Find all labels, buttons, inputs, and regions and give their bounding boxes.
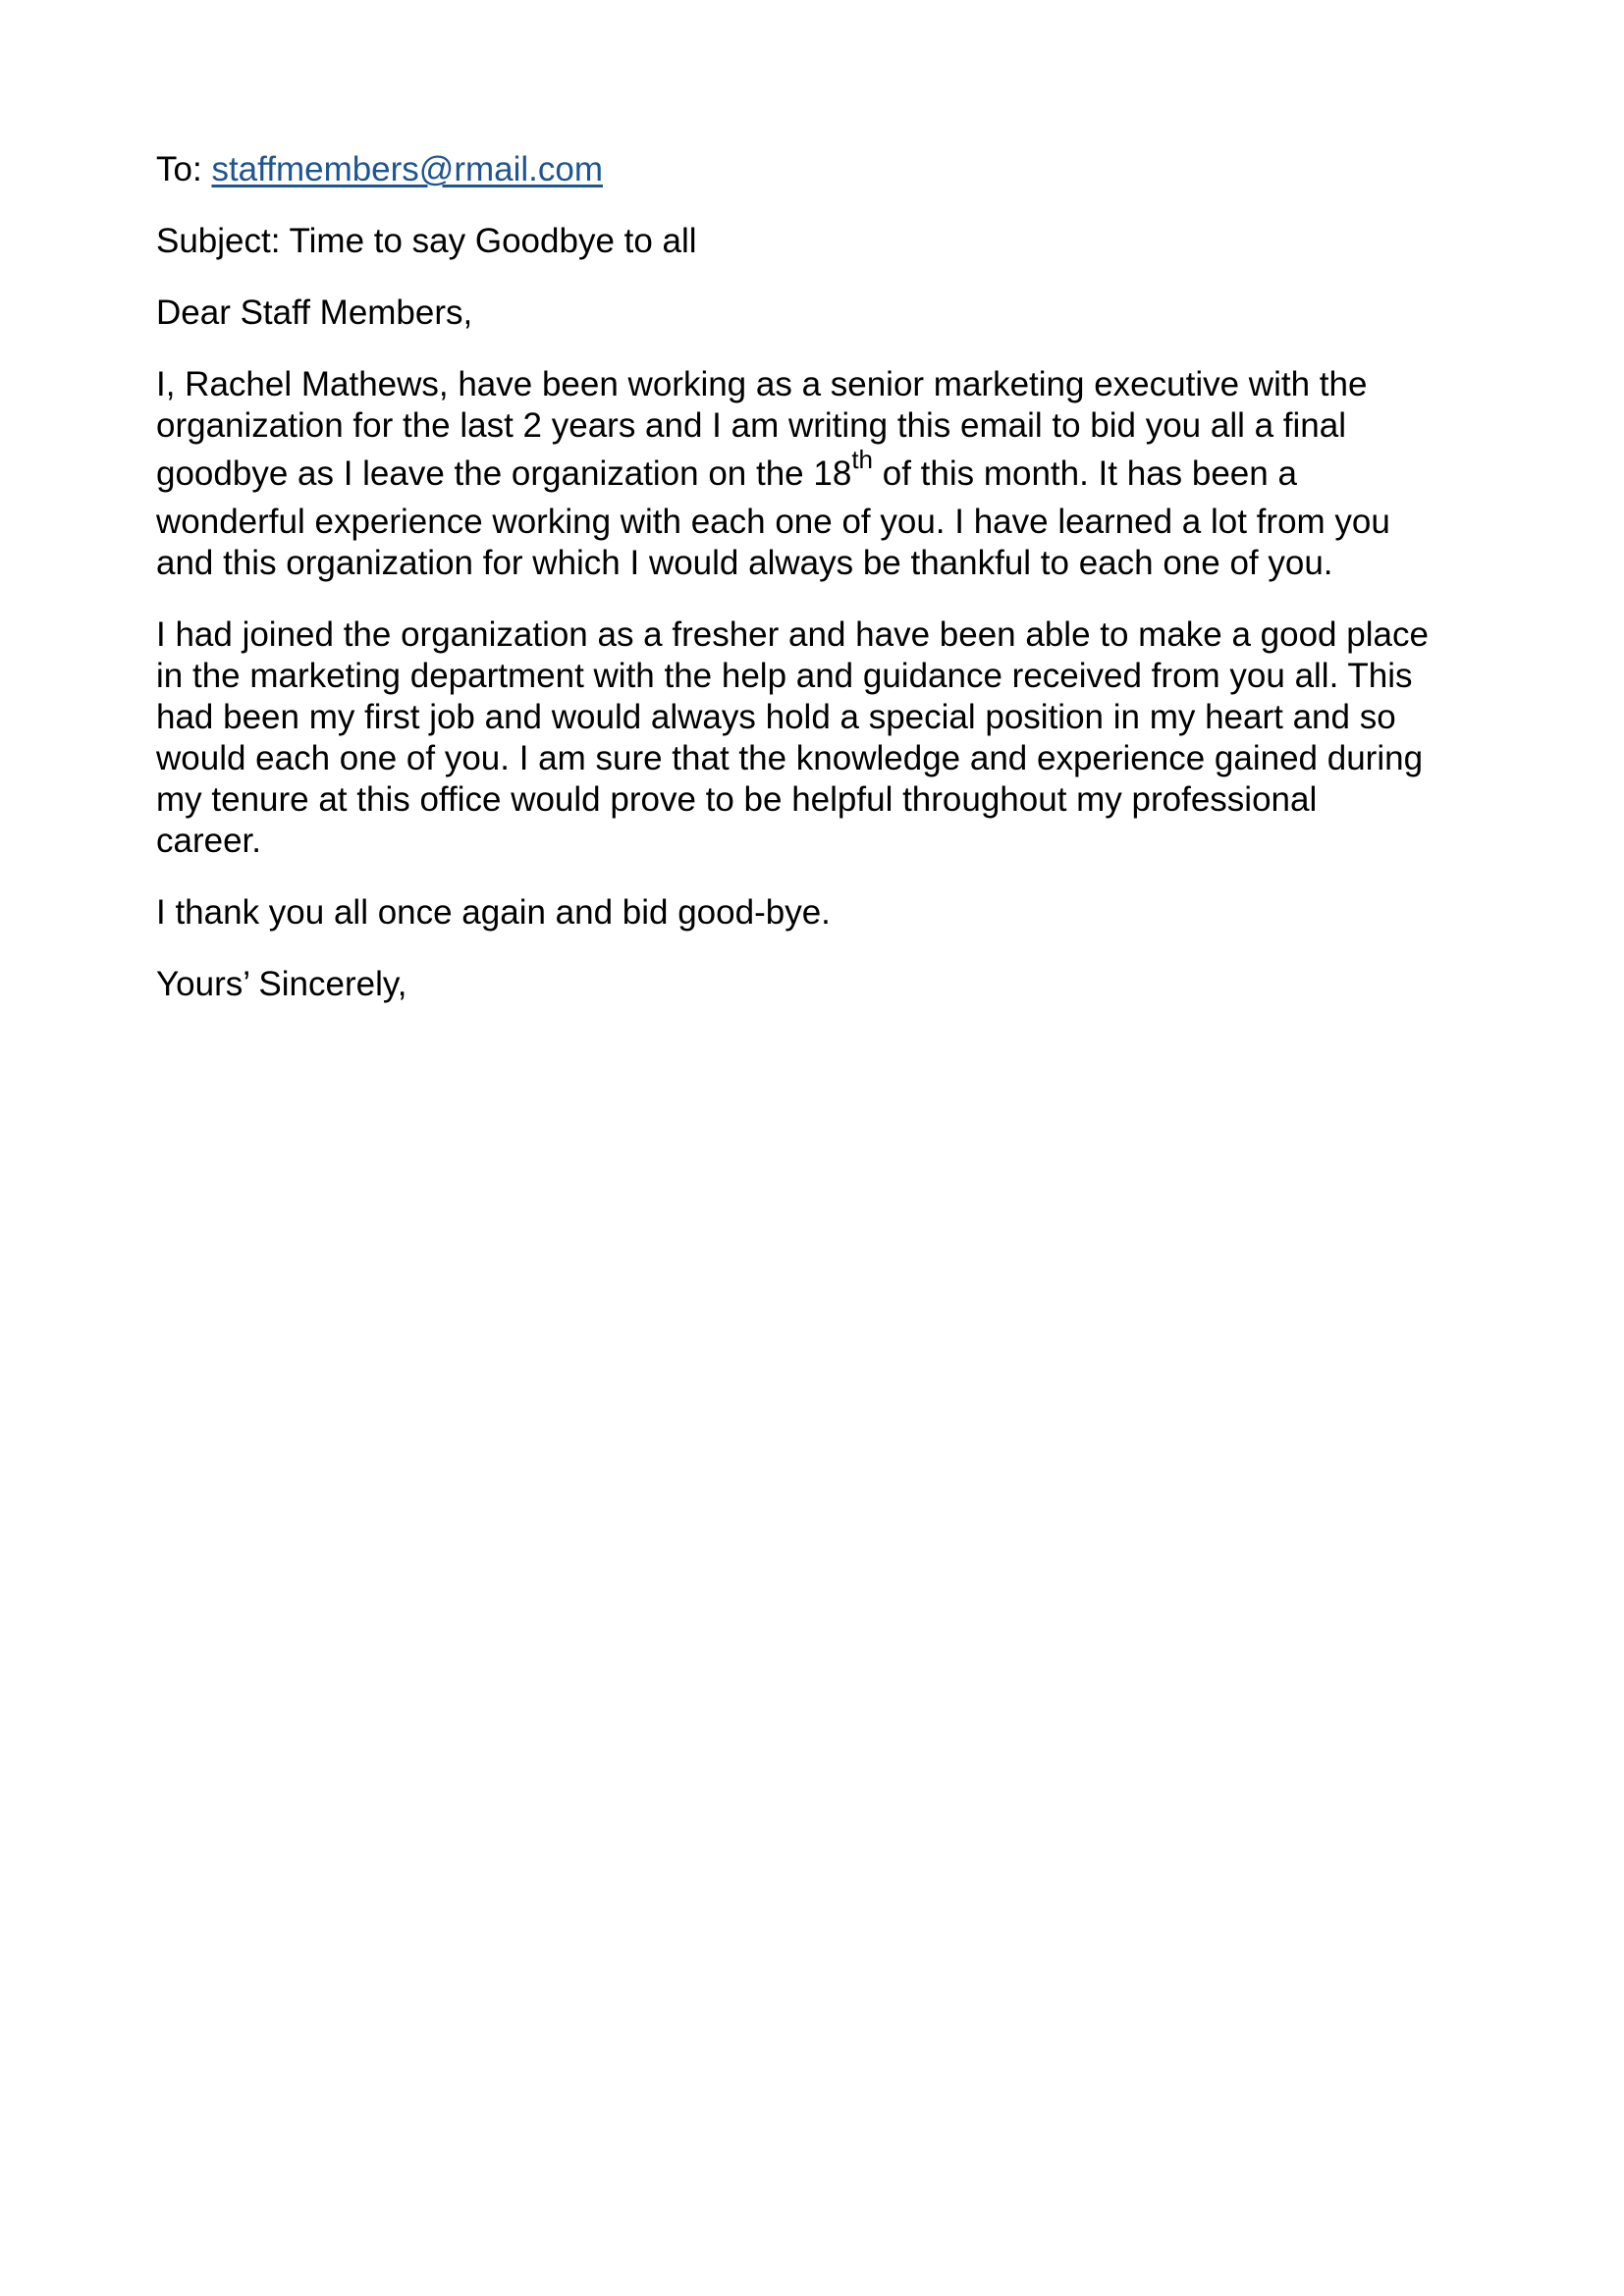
paragraph-2-line: would each one of you. I am sure that the knowledge and experience gained during	[156, 739, 1424, 777]
paragraph-2-line: my tenure at this office would prove to be helpful throughout my professional	[156, 780, 1318, 819]
paragraph-1-line: organization for the last 2 years and I am writing this email to bid you all a final	[156, 406, 1347, 445]
subject-line: Subject: Time to say Goodbye to all	[156, 222, 697, 260]
paragraph-1	[156, 364, 1482, 584]
paragraph-2-line: in the marketing department with the help and guidance received from you all. This	[156, 657, 1413, 695]
paragraph-1-line: I, Rachel Mathews, have been working as a senior marketing executive with the	[156, 365, 1368, 403]
paragraph-1-line: and this organization for which I would always be thankful to each one of you.	[156, 544, 1333, 582]
ordinal-suffix: th	[851, 445, 873, 475]
paragraph-2-line: had been my first job and would always hold a special position in my heart and so	[156, 698, 1396, 736]
letter-page	[156, 149, 1482, 1036]
closing-line: I thank you all once again and bid good-bye.	[156, 893, 831, 932]
paragraph-2-line: I had joined the organization as a fresher and have been able to make a good place	[156, 615, 1429, 654]
date-text: goodbye as I leave the organization on the 18	[156, 454, 852, 493]
recipient-email-link[interactable]: staffmembers@rmail.com	[211, 150, 604, 188]
to-line	[156, 149, 1482, 190]
date-text-continued: of this month. It has been a	[873, 454, 1297, 493]
paragraph-2-line: career.	[156, 822, 261, 860]
to-label: To:	[156, 150, 202, 188]
paragraph-1-line: wonderful experience working with each one of you. I have learned a lot from you	[156, 503, 1390, 541]
salutation: Dear Staff Members,	[156, 294, 473, 332]
paragraph-1-line	[156, 447, 1482, 502]
sign-off: Yours’ Sincerely,	[156, 965, 407, 1003]
paragraph-2	[156, 614, 1482, 862]
